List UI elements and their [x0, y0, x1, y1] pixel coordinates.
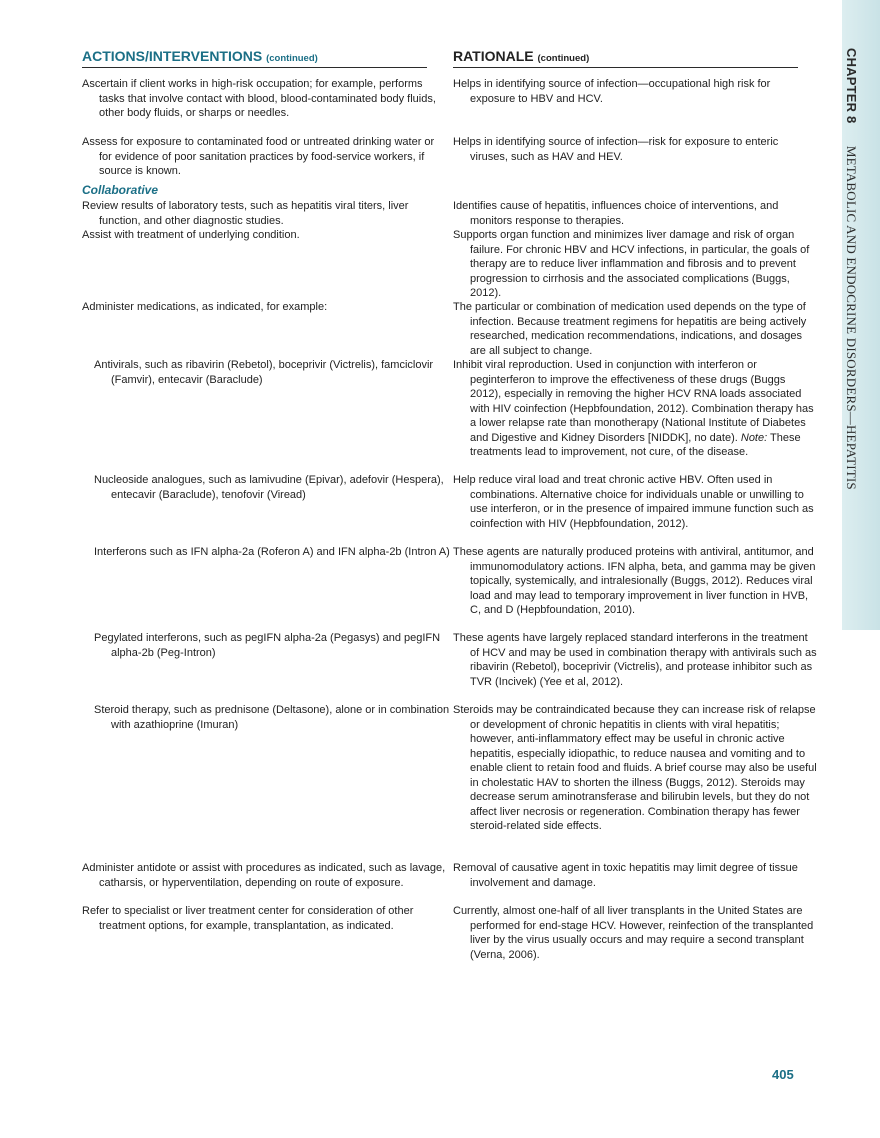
actions-header-label: ACTIONS/INTERVENTIONS	[82, 48, 263, 64]
action-item: Administer medications, as indicated, for example:	[82, 301, 328, 313]
note-label: Note:	[740, 431, 768, 444]
action-item: Steroid therapy, such as prednisone (Deltasone), alone or in combination with azathioprine (Imuran)	[94, 704, 450, 731]
collaborative-subheading: Collaborative	[82, 183, 159, 197]
chapter-title: METABOLIC AND ENDOCRINE DISORDERS—HEPATITIS	[844, 145, 859, 490]
action-item: Administer antidote or assist with procedures as indicated, such as lavage, catharsis, or hyperventilation, depending on route of exposure.	[82, 862, 446, 889]
rationale-item: Supports organ function and minimizes liver damage and risk of organ failure. For chronic HBV and HCV infections, in particular, the goals of therapy are to reduce liver inflammation and fibrosis and to prevent progression to cirrhosis and the associated complications (Buggs, 2012).	[453, 229, 810, 299]
page-number: 405	[772, 1067, 794, 1082]
action-item: Nucleoside analogues, such as lamivudine (Epivar), adefovir (Hespera), entecavir (Baraclude), tenofovir (Viread)	[94, 474, 444, 501]
rationale-item: Steroids may be contraindicated because they can increase risk of relapse or development of chronic hepatitis in clients with viral hepatitis; however, anti-inflammatory effect may be useful in chronic active hepatitis, especially idiopathic, to reduce nausea and vomiting and to enable client to retain food and fluids. A brief course may also be useful in cholestatic HAV to shorten the illness (Buggs, 2012). Steroids may decrease serum aminotransferase and bilirubin levels, but they do not affect liver necrosis or regeneration. Combination therapy has fewer steroid-related side effects.	[453, 704, 817, 832]
rationale-header-label: RATIONALE	[453, 48, 534, 64]
rationale-item: Helps in identifying source of infection—risk for exposure to enteric viruses, such as HAV and HEV.	[453, 136, 779, 163]
actions-column-header	[82, 48, 427, 68]
action-item: Assist with treatment of underlying condition.	[82, 229, 300, 241]
rationale-item: These agents are naturally produced proteins with antiviral, antitumor, and immunomodulatory actions. IFN alpha, beta, and gamma may be given topically, systemically, and intralesionally (Buggs, 2012). Reduces viral load and may lead to temporary improvement in liver function in HVB, C, and D (Hepbfoundation, 2010).	[453, 546, 816, 616]
rationale-item: Help reduce viral load and treat chronic active HBV. Often used in combinations. Alternative choice for individuals unable or unwilling to use interferon, or in the presence of impaired immune function such as coinfection with HIV (Hepbfoundation, 2012).	[453, 474, 814, 530]
chapter-title-vertical	[843, 48, 859, 490]
rationale-item: These agents have largely replaced standard interferons in the treatment of HCV and may be used in combination therapy with antivirals such as ribavirin (Rebetol), boceprivir (Victrelis), and protease inhibitor such as TVR (Incivek) (Yee et al, 2012).	[453, 632, 817, 688]
note-text: These treatments lead to improvement, not cure, of the disease.	[470, 431, 801, 458]
action-item: Interferons such as IFN alpha-2a (Roferon A) and IFN alpha-2b (Intron A)	[94, 546, 450, 558]
action-item: Review results of laboratory tests, such as hepatitis viral titers, liver function, and other diagnostic studies.	[82, 200, 409, 227]
rationale-column-header	[453, 48, 798, 68]
rationale-item: Identifies cause of hepatitis, influences choice of interventions, and monitors response to therapies.	[453, 200, 779, 227]
action-item: Ascertain if client works in high-risk occupation; for example, performs tasks that involve contact with blood, blood-contaminated body fluids, other body fluids, or sharps or needles.	[82, 78, 436, 119]
rationale-item: Currently, almost one-half of all liver transplants in the United States are performed for end-stage HCV. However, reinfection of the transplanted liver by the virus usually occurs and may require a second transplant (Verna, 2006).	[453, 905, 814, 961]
rationale-text: Inhibit viral reproduction. Used in conjunction with interferon or peginterferon to improve the effectiveness of these drugs (Buggs 2012), especially in removing the higher HCV RNA loads associated with HIV coinfection (Hepbfoundation, 2012). Combination therapy has a lower relapse rate than monotherapy (National Institute of Diabetes and Digestive and Kidney Disorders [NIDDK], no date).	[453, 359, 814, 444]
action-item: Assess for exposure to contaminated food or untreated drinking water or for evidence of poor sanitation practices by food-service workers, if source is known.	[82, 136, 435, 177]
action-item: Refer to specialist or liver treatment center for consideration of other treatment options, for example, transplantation, as indicated.	[82, 905, 414, 932]
rationale-header-suffix: (continued)	[537, 53, 590, 64]
rationale-item: Removal of causative agent in toxic hepatitis may limit degree of tissue involvement and damage.	[453, 862, 798, 889]
rationale-item: The particular or combination of medication used depends on the type of infection. Because treatment regimens for hepatitis are being actively researched, medication recommendations, indications, and dosages are all subject to change.	[453, 301, 807, 357]
rationale-item	[453, 358, 818, 460]
rationale-item: Helps in identifying source of infection—occupational high risk for exposure to HBV and HCV.	[453, 78, 771, 105]
actions-header-suffix: (continued)	[266, 53, 318, 64]
chapter-number: CHAPTER 8	[844, 48, 859, 124]
action-item: Pegylated interferons, such as pegIFN alpha-2a (Pegasys) and pegIFN alpha-2b (Peg-Intron)	[94, 632, 441, 659]
action-item: Antivirals, such as ribavirin (Rebetol), boceprivir (Victrelis), famciclovir (Famvir), entecavir (Baraclude)	[94, 359, 434, 386]
